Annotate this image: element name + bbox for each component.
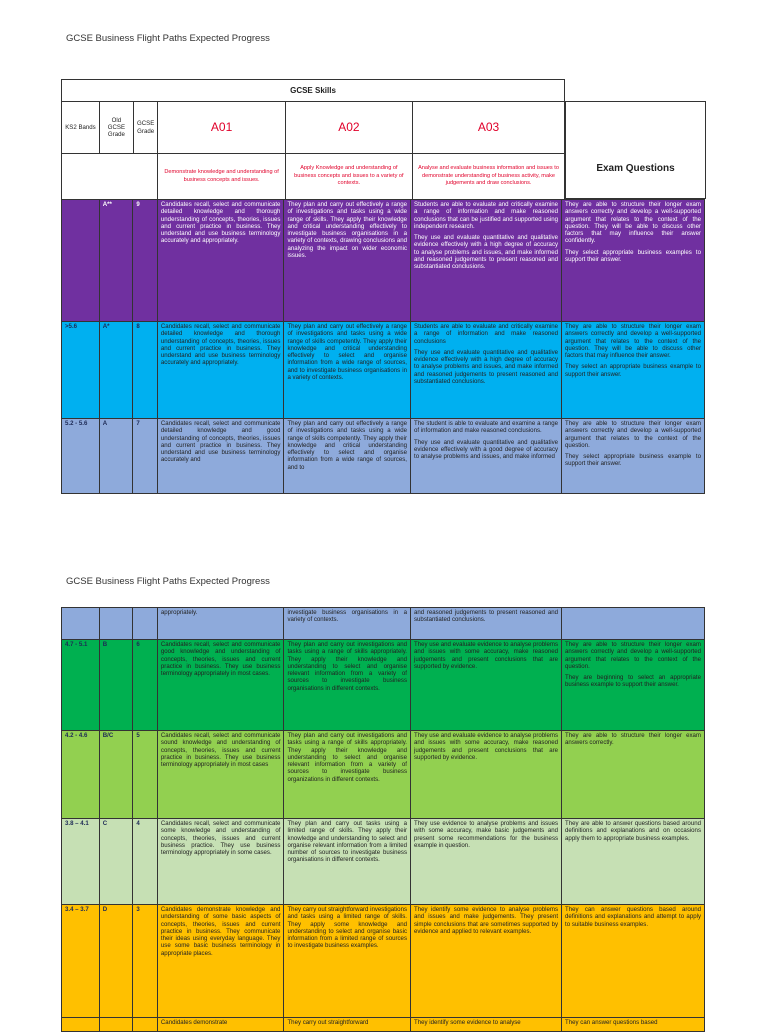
- grade-row-5: [62, 731, 705, 819]
- ao3-descriptor: and reasoned judgements to present reasoned and substantiated conclusions.: [411, 608, 562, 640]
- exam-questions-column-page1: [565, 101, 706, 199]
- ao1-description: Demonstrate knowledge and understanding of business concepts and issues.: [158, 154, 285, 200]
- ao1-descriptor: Candidates recall, select and communicate detailed knowledge and thorough understanding of concepts, theories, issues and current practice in business. They understand and use business terminology accurately and appropriately.: [157, 200, 284, 322]
- gcse-grade: 9: [133, 200, 157, 322]
- ks2-band: 4.2 - 4.6: [62, 731, 100, 819]
- ao2-descriptor: They plan and carry out investigations and tasks using a range of skills appropriately. They apply their knowledge and understanding to select and organise relevant information from a variety of sources to investigate business organisations in different contexts.: [284, 640, 411, 731]
- grade-row-4: [62, 819, 705, 905]
- old-grade: A*: [99, 322, 133, 419]
- exam-descriptor: They are able to structure their longer exam answers correctly and develop a well-supported argument that relates to the context of the question. They will be able to discuss other factors that may influence their answer confidently. They select appropriate business examples to support their answer.: [562, 200, 705, 322]
- continuation-row: [62, 608, 705, 640]
- gcse-grade: 7: [133, 419, 157, 494]
- ao1-descriptor: appropriately.: [157, 608, 284, 640]
- old-grade: C: [99, 819, 133, 905]
- ao2-descriptor: They plan and carry out investigations and tasks using a range of skills appropriately. They apply their knowledge and understanding to select and organise relevant information from a variety of sources to investigate business organizations in different contexts.: [284, 731, 411, 819]
- ao2-header: A02: [285, 102, 412, 154]
- ao3-descriptor: They use evidence to analyse problems and issues with some accuracy, make basic judgements and present some recommendations for the business example in question.: [411, 819, 562, 905]
- gcse-grade: 8: [133, 322, 157, 419]
- ks2-band: 3.4 – 3.7: [62, 905, 100, 1018]
- grade-row-9: [62, 200, 705, 322]
- grade-row-7: [62, 419, 705, 494]
- ao3-descriptor: Students are able to evaluate and critically examine a range of information and make reasoned conclusions that can be justified and supported using independent research. They use and evaluate quantitative and qualitative evidence effectively with a high degree of accuracy to analyse problems and issues, and make informed and reasoned judgements to present reasoned and substantiated conclusions.: [411, 200, 562, 322]
- grade-row-tail: [62, 1018, 705, 1032]
- ao3-header: A03: [413, 102, 565, 154]
- gcse-grade-header: GCSE Grade: [133, 102, 158, 154]
- header-spacer: [62, 154, 158, 200]
- ao3-descriptor: They use and evaluate evidence to analyse problems and issues with some accuracy, make reasoned judgements and present conclusions that are supported by evidence.: [411, 731, 562, 819]
- ao1-descriptor: Candidates demonstrate knowledge and understanding of some basic aspects of concepts, theories, issues and current practice in business. They communicate their ideas using everyday language. They use some basic business terminology in appropriate places.: [157, 905, 284, 1018]
- ao1-descriptor: Candidates recall, select and communicate detailed knowledge and good understanding of concepts, theories, issues and current practice in business. They understand and use business terminology accurately and: [157, 419, 284, 494]
- old-gcse-grade-header: Old GCSE Grade: [99, 102, 133, 154]
- page-title: GCSE Business Flight Paths Expected Progress: [66, 33, 270, 44]
- ao1-descriptor: Candidates recall, select and communicate detailed knowledge and thorough understanding of concepts, theories, issues and current practice in business. They understand and use business terminology accurately and appropriately.: [157, 322, 284, 419]
- exam-descriptor: They can answer questions based around definitions and explanations and attempt to apply to suitable business examples.: [562, 905, 705, 1018]
- grade-row-6: [62, 640, 705, 731]
- gcse-skills-header: GCSE Skills: [62, 80, 565, 102]
- flight-path-table-page1: [61, 79, 565, 200]
- ks2-band: >5.6: [62, 322, 100, 419]
- exam-questions-header: Exam Questions: [566, 102, 706, 199]
- ks2-band: 4.7 - 5.1: [62, 640, 100, 731]
- ks2-band: [62, 200, 100, 322]
- flight-path-rows-page2: [61, 607, 705, 1032]
- gcse-grade: 6: [133, 640, 157, 731]
- ao2-descriptor: They plan and carry out effectively a range of investigations and tasks using a wide range of skills competently. They apply their knowledge and critical understanding effectively to select and organise information from a wide range of sources, and to: [284, 419, 411, 494]
- ao1-descriptor: Candidates demonstrate: [157, 1018, 284, 1032]
- ao1-descriptor: Candidates recall, select and communicate some knowledge and understanding of concepts, theories, issues and current business practice. They use business terminology appropriately in some cases.: [157, 819, 284, 905]
- ao2-descriptor: They plan and carry out tasks using a limited range of skills. They apply their knowledge and understanding to select and organise relevant information from a limited number of sources to investigate business organisations in different contexts.: [284, 819, 411, 905]
- old-grade: D: [99, 905, 133, 1018]
- exam-descriptor: They are able to structure their longer exam answers correctly.: [562, 731, 705, 819]
- ao3-descriptor: Students are able to evaluate and critically examine a range of information and make reasoned conclusions They use and evaluate quantitative and qualitative evidence effectively with a high degree of accuracy to analyse problems and issues, and make informed and reasoned judgements to present reasoned and substantiated conclusions.: [411, 322, 562, 419]
- gcse-grade: 3: [133, 905, 157, 1018]
- ao2-description: Apply Knowledge and understanding of business concepts and issues to a variety of contexts.: [285, 154, 412, 200]
- ks2-band: 3.8 – 4.1: [62, 819, 100, 905]
- old-grade: B/C: [99, 731, 133, 819]
- ao2-descriptor: They carry out straightforward: [284, 1018, 411, 1032]
- exam-descriptor: They can answer questions based: [562, 1018, 705, 1032]
- ks2-band: 5.2 - 5.6: [62, 419, 100, 494]
- old-grade: A**: [99, 200, 133, 322]
- grade-row-8: [62, 322, 705, 419]
- ao2-descriptor: investigate business organisations in a variety of contexts.: [284, 608, 411, 640]
- ks2-bands-header: KS2 Bands: [62, 102, 100, 154]
- gcse-grade: 5: [133, 731, 157, 819]
- ao2-descriptor: They carry out straightforward investigations and tasks using a limited range of skills. They apply some knowledge and understanding to select and organise basic information from a limited range of sources to investigate business examples.: [284, 905, 411, 1018]
- ao3-descriptor: They use and evaluate evidence to analyse problems and issues with some accuracy, make reasoned judgements and present conclusions that are supported by evidence.: [411, 640, 562, 731]
- exam-descriptor: They are able to structure their longer exam answers correctly and develop a well-supported argument that relates to the context of the question. They will be able to discuss other factors that may influence their answer. They select an appropriate business example to support their answer.: [562, 322, 705, 419]
- ao1-descriptor: Candidates recall, select and communicate sound knowledge and understanding of concepts, theories, issues and current practice in business. They use business terminology appropriately in most cases: [157, 731, 284, 819]
- old-grade: B: [99, 640, 133, 731]
- gcse-grade: 4: [133, 819, 157, 905]
- ao2-descriptor: They plan and carry out effectively a range of investigations and tasks using a wide range of skills competently. They apply their knowledge and critical understanding effectively to select and organise information from a wide range of sources, and to investigate business organisations in a variety of contexts.: [284, 322, 411, 419]
- old-grade: A: [99, 419, 133, 494]
- ao1-header: A01: [158, 102, 285, 154]
- exam-descriptor: They are able to answer questions based around definitions and explanations and on occasions apply them to appropriate business examples.: [562, 819, 705, 905]
- grade-row-3: [62, 905, 705, 1018]
- ao3-descriptor: The student is able to evaluate and examine a range of information and make reasoned conclusions. They use and evaluate quantitative and qualitative evidence effectively with a good degree of accuracy to analyse problems and issues, and make informed: [411, 419, 562, 494]
- ao1-descriptor: Candidates recall, select and communicate good knowledge and understanding of concepts, theories, issues and current practice in business. They use business terminology appropriately in most cases.: [157, 640, 284, 731]
- ao3-descriptor: They identify some evidence to analyse: [411, 1018, 562, 1032]
- flight-path-rows-page1: [61, 199, 705, 494]
- ao2-descriptor: They plan and carry out effectively a range of investigations and tasks using a wide range of skills. They apply their knowledge and critical understanding effectively to investigate business organisations in a variety of contexts, drawing conclusions and analyzing the impact on wider economic issues.: [284, 200, 411, 322]
- exam-descriptor: They are able to structure their longer exam answers correctly and develop a well-supported argument that relates to the context of the question. They are beginning to select an appropriate business example to support their answer.: [562, 640, 705, 731]
- page-title-2: GCSE Business Flight Paths Expected Progress: [66, 576, 270, 587]
- exam-descriptor: They are able to structure their longer exam answers correctly and develop a well-supported argument that relates to the context of the question. They select appropriate business example to support their answer.: [562, 419, 705, 494]
- ao3-descriptor: They identify some evidence to analyse problems and issues and make judgements. They present simple conclusions that are sometimes supported by evidence and applied to relevant examples.: [411, 905, 562, 1018]
- ao3-description: Analyse and evaluate business information and issues to demonstrate understanding of business activity, make judgements and draw conclusions.: [413, 154, 565, 200]
